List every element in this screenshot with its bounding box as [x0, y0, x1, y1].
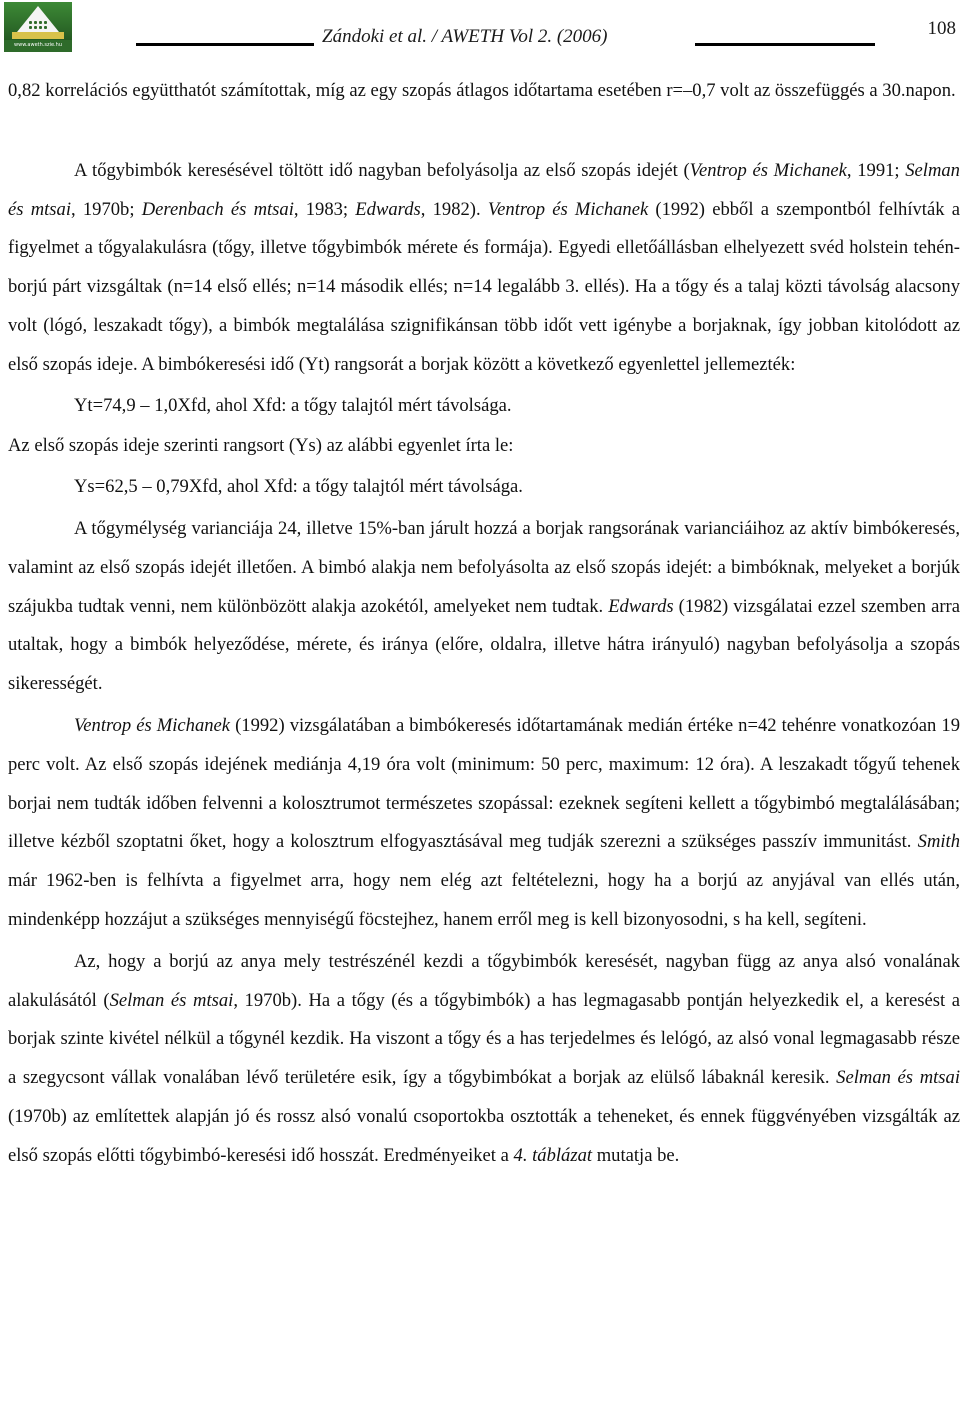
paragraph-text: (1982) vizsgálatai ezzel szemben arra utaltak, hogy a bimbók helyeződése, mérete, és iránya (előre, oldalra, illetve hátra irányuló) nagyban befolyásolja a szopás sikerességét. [8, 595, 960, 695]
citation-text: Selman és mtsai [109, 989, 234, 1011]
header-rule-left [136, 43, 314, 46]
paragraph-text: (1992) vizsgálatában a bimbókeresés időtartamának medián értéke n=42 tehénre vonatkozóan 19 perc volt. Az első szopás idejének mediánja 4,19 óra volt (minimum: 50 perc, maximum: 12 óra). A leszakadt tőgyű tehenek borjai nem tudták időben felvenni a kolosztrumot természetes szopással: ezeknek segíteni kellett a tőgybimbó megtalálásában; illetve kézből szoptatni őket, hogy a kolosztrum elfogyasztásával meg tudják szerezni a szükséges passzív immunitást. [8, 714, 960, 853]
paragraph-text: mutatja be. [592, 1144, 680, 1166]
paragraph-indent [8, 152, 960, 385]
paragraph-text: 0,82 korrelációs együtthatót számítottak, míg az egy szopás átlagos időtartama esetében r=–0,7 volt az összefüggés a 30.napon. [8, 80, 956, 101]
paragraph-text: A tőgybimbók keresésével töltött idő nagyban befolyásolja az első szopás idejét ( [74, 159, 690, 181]
paragraph-continuation [8, 72, 960, 111]
paragraph-text: Az első szopás ideje szerinti rangsort (Ys) az alábbi egyenlet írta le: [8, 435, 514, 457]
paragraph-formula [8, 468, 960, 507]
body-text [8, 72, 960, 1176]
logo-pattern-icon [28, 20, 48, 30]
page-header [0, 0, 960, 56]
paragraph-text: , 1982). [420, 198, 488, 220]
paragraph-text: Ys=62,5 – 0,79Xfd, ahol Xfd: a tőgy talajtól mért távolsága. [74, 476, 523, 498]
paragraph-text: (1992) ebből a szempontból felhívták a figyelmet a tőgyalakulásra (tőgy, illetve tőgybimbók mérete és formája). Egyedi elletőállásban elhelyezett svéd holstein tehén-borjú párt vizsgáltak (n=14 első ellés; n=14 második ellés; n=14 legalább 3. ellés). Ha a tőgy és a talaj közti távolság alacsony volt (lógó, leszakadt tőgy), a bimbók megtalálása szignifikánsan több időt vett igénybe a borjaknak, így jobban kitolódott az első szopás ideje. A bimbókeresési idő (Yt) rangsorát a borjak között a következő egyenlettel jellemezték: [8, 198, 960, 375]
citation-text: Derenbach és mtsai [141, 198, 294, 220]
paragraph-text: már 1962-ben is felhívta a figyelmet arra, hogy nem elég azt feltételezni, hogy ha a borjú az anyjával van ellés után, mindenképp hozzájut a szükséges mennyiségű föcstejhez, hanem erről meg is kell bizonyosodni, s ha kell, segíteni. [8, 870, 960, 930]
paragraph-text: , 1970b; [71, 198, 142, 220]
citation-text: Edwards [355, 198, 421, 220]
citation-text: Ventrop és Michanek [487, 198, 649, 220]
citation-text: Ventrop és Michanek [689, 159, 847, 181]
header-rule-right [695, 43, 875, 46]
paragraph-indent [8, 943, 960, 1176]
paragraph-text: , 1970b). Ha a tőgy (és a tőgybimbók) a has legmagasabb pontján helyezkedik el, a keresést a borjak szinte kivétel nélkül a tőgynél kezdik. Ha viszont a tőgy és a has terjedelmes és lelógó, az alsó vonal legmagasabb része a szegycsont vállak vonalában lévő területére esik, így a tőgybimbókat a borjak az elülső lábaknál keresik. [8, 989, 960, 1089]
paragraph-text: , 1983; [293, 198, 356, 220]
logo-url-text: www.aweth.szie.hu [14, 42, 62, 48]
paragraph-text: , 1991; [846, 159, 906, 181]
citation-text: Selman és mtsai [8, 159, 960, 220]
paragraph-plain [8, 427, 960, 466]
citation-text: Edwards [608, 595, 674, 617]
paragraph-text: (1970b) az említettek alapján jó és rossz alsó vonalú csoportokba osztották a teheneket, és ennek függvényében vizsgálták az első szopás előtti tőgybimbó-keresési idő hosszát. Eredményeiket a [8, 1105, 960, 1166]
logo-band [12, 32, 64, 39]
paragraph-text: Az, hogy a borjú az anya mely testrészénél kezdi a tőgybimbók keresését, nagyban függ az anya alsó vonalának alakulásától ( [8, 950, 960, 1011]
journal-logo [4, 2, 72, 52]
paragraph-text: A tőgymélység varianciája 24, illetve 15%-ban járult hozzá a borjak rangsorának varianciáihoz az aktív bimbókeresés, valamint az első szopás idejét illetően. A bimbó alakja nem befolyásolta az első szopás idejét: a bimbóknak, melyeket a borjúk szájukba tudtak venni, nem különbözött alakja azokétól, amelyeket nem tudtak. [8, 517, 960, 617]
citation-text: 4. táblázat [513, 1144, 593, 1166]
paragraph-indent [8, 510, 960, 704]
paragraph-text: Yt=74,9 – 1,0Xfd, ahol Xfd: a tőgy talajtól mért távolsága. [74, 394, 512, 416]
paragraph-indent [8, 707, 960, 940]
citation-text: Ventrop és Michanek [74, 714, 231, 736]
page-number: 108 [927, 18, 956, 39]
running-title: Zándoki et al. / AWETH Vol 2. (2006) [322, 26, 608, 47]
citation-text: Smith [917, 831, 960, 853]
paragraph-formula [8, 387, 960, 426]
citation-text: Selman és mtsai [836, 1067, 960, 1089]
